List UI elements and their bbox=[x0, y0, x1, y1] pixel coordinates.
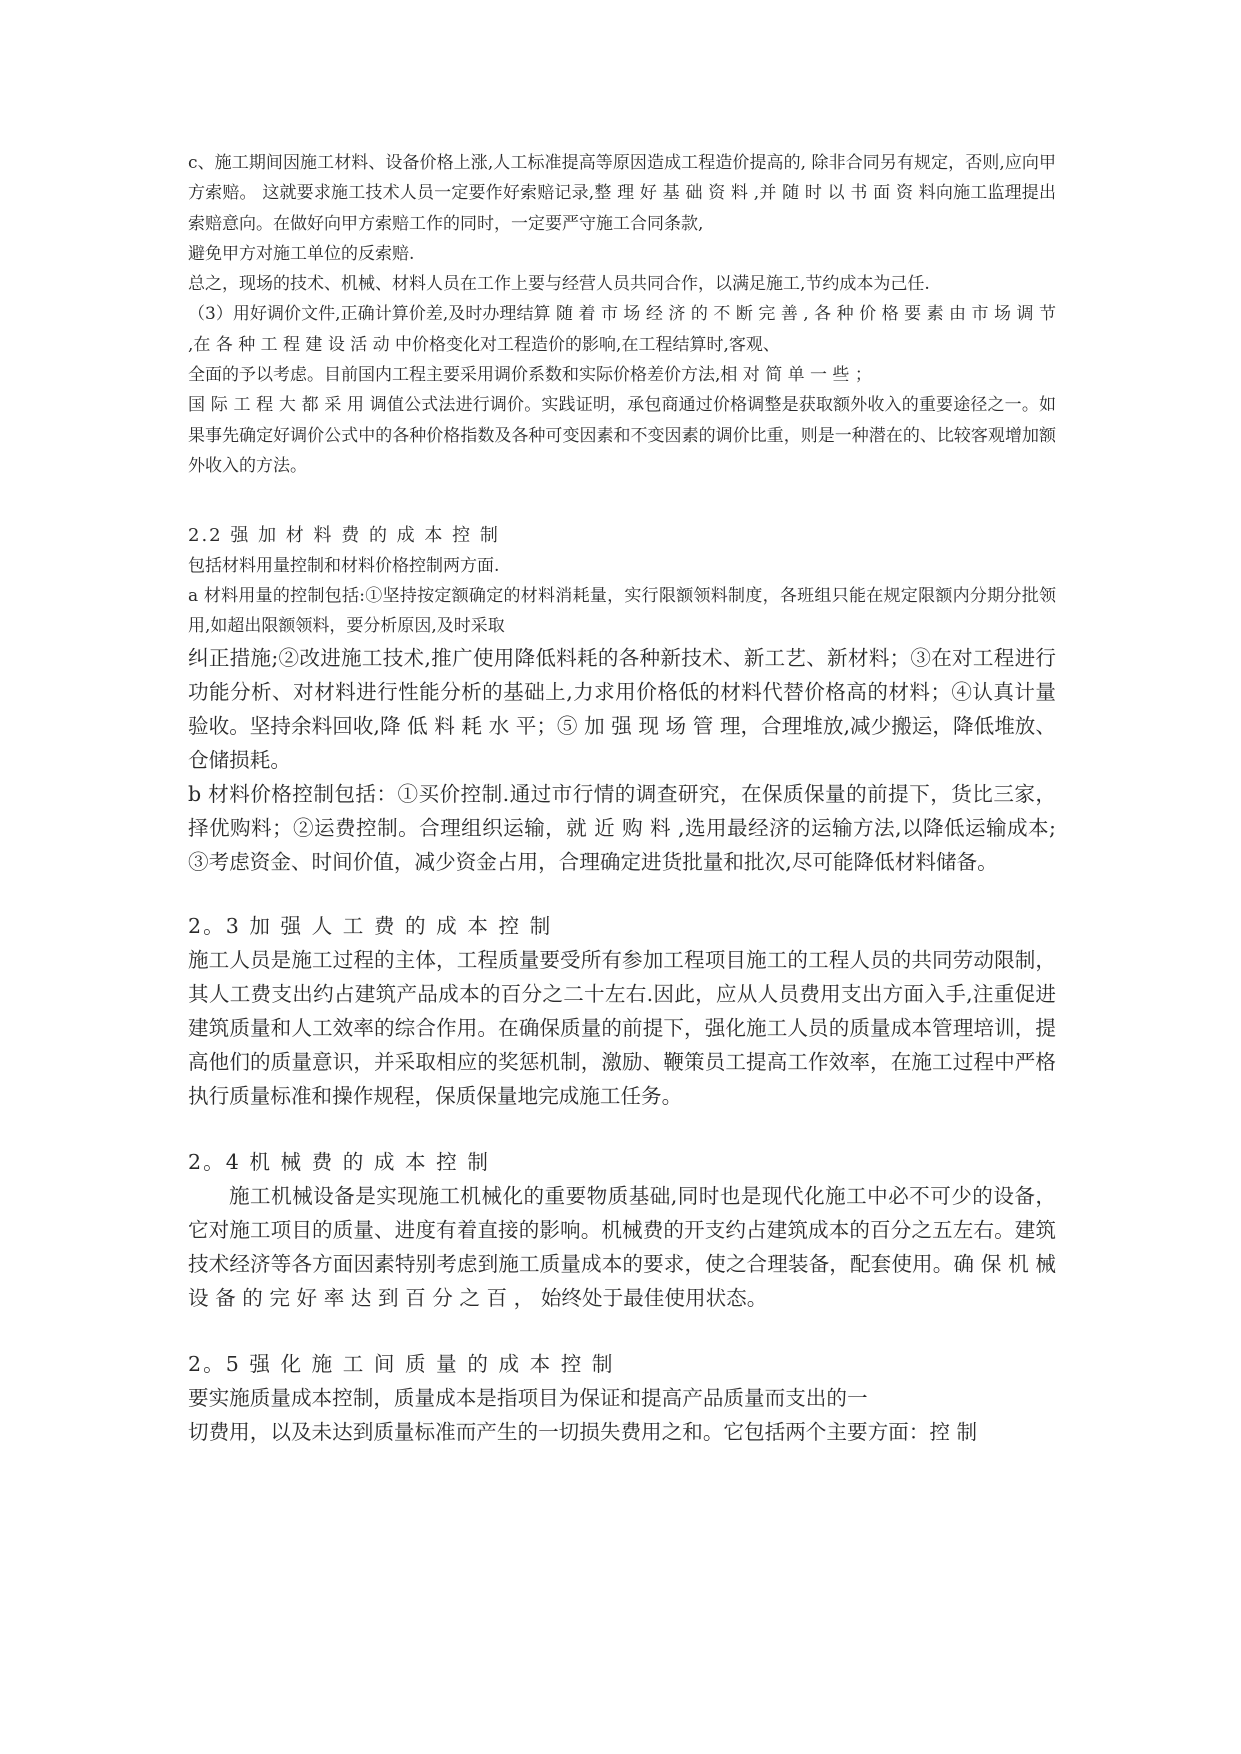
section-2-2-intro: 包括材料用量控制和材料价格控制两方面. bbox=[188, 556, 500, 577]
section-2-3-heading: 2。3 加 强 人 工 费 的 成 本 控 制 bbox=[188, 914, 553, 939]
section-2-2 bbox=[188, 521, 1056, 879]
section-gap bbox=[188, 879, 1056, 909]
material-quantity-control: a 材料用量的控制包括:①坚持按定额确定的材料消耗量，实行限额领料制度，各班组只能在规定限额内分期分批领用,如超出限额领料，要分析原因,及时采取 bbox=[188, 586, 1056, 637]
section-2-5-heading: 2。5 强 化 施 工 间 质 量 的 成 本 控 制 bbox=[188, 1352, 615, 1377]
material-quantity-measures: 纠正措施;②改进施工技术,推广使用降低料耗的各种新技术、新工艺、新材料；③在对工程进行功能分析、对材料进行性能分析的基础上,力求用价格低的材料代替价格高的材料；④认真计量验收。坚持余料回收,降 低 料 耗 水 平；⑤ 加 强 现 场 管 理，合理堆放,减少搬运，降低堆放、仓储损耗。 bbox=[188, 646, 1056, 773]
section-2-4-heading: 2。4 机 械 费 的 成 本 控 制 bbox=[188, 1150, 490, 1175]
labor-cost-control-text: 施工人员是施工过程的主体，工程质量要受所有参加工程项目施工的工程人员的共同劳动限制，其人工费支出约占建筑产品成本的百分之二十左右.因此，应从人员费用支出方面入手,注重促进建筑质量和人工效率的综合作用。在确保质量的前提下，强化施工人员的质量成本管理培训，提高他们的质量意识，并采取相应的奖惩机制，激励、鞭策员工提高工作效率，在施工过程中严格执行质量标准和操作规程，保质保量地完成施工任务。 bbox=[188, 948, 1056, 1109]
section-2-2-heading: 2.2 强 加 材 料 费 的 成 本 控 制 bbox=[188, 525, 500, 547]
paragraph-summary: 总之，现场的技术、机械、材料人员在工作上要与经营人员共同合作，以满足施工,节约成本为己任. bbox=[188, 274, 930, 295]
material-price-control: b 材料价格控制包括：①买价控制.通过市行情的调查研究，在保质保量的前提下，货比三家，择优购料；②运费控制。合理组织运输，就 近 购 料 ,选用最经济的运输方法,以降低运输成本;③考虑资金、时间价值，减少资金占用，合理确定进货批量和批次,尽可能降低材料储备。 bbox=[188, 782, 1056, 875]
paragraph-counter-claims: 避免甲方对施工单位的反索赔. bbox=[188, 243, 415, 264]
section-gap bbox=[188, 1315, 1056, 1347]
paragraph-price-adjustment: （3）用好调价文件,正确计算价差,及时办理结算 随 着 市 场 经 济 的 不 断 完 善 , 各 种 价 格 要 素 由 市 场 调 节 ,在 各 种 工 程 建 设 活 动 中价格变化对工程造价的影响,在工程结算时,客观、 bbox=[188, 304, 1056, 355]
section-2-4 bbox=[188, 1145, 1056, 1315]
paragraph-international-methods: 国 际 工 程 大 都 采 用 调值公式法进行调价。实践证明，承包商通过价格调整是获取额外收入的重要途径之一。如果事先确定好调价公式中的各种价格指数及各种可变因素和不变因素的调价比重，则是一种潜在的、比较客观增加额外收入的方法。 bbox=[188, 395, 1056, 476]
section-2-3 bbox=[188, 909, 1056, 1113]
document-page bbox=[188, 148, 1056, 1449]
quality-cost-control-intro: 要实施质量成本控制，质量成本是指项目为保证和提高产品质量而支出的一 bbox=[188, 1386, 868, 1411]
paragraph-domestic-methods: 全面的予以考虑。目前国内工程主要采用调价系数和实际价格差价方法,相 对 简 单 一 些 ； bbox=[188, 365, 872, 386]
section-gap bbox=[188, 481, 1056, 521]
machinery-cost-control-text: 施工机械设备是实现施工机械化的重要物质基础,同时也是现代化施工中必不可少的设备，它对施工项目的质量、进度有着直接的影响。机械费的开支约占建筑成本的百分之五左右。建筑技术经济等各方面因素特别考虑到施工质量成本的要求，使之合理装备，配套使用。确 保 机 械 设 备 的 完 好 率 达 到 百 分 之 百 ， 始终处于最佳使用状态。 bbox=[188, 1184, 1056, 1311]
quality-cost-control-definition: 切费用，以及未达到质量标准而产生的一切损失费用之和。它包括两个主要方面：控 制 bbox=[188, 1420, 978, 1445]
section-gap bbox=[188, 1113, 1056, 1145]
claims-and-price-adjustment-block bbox=[188, 148, 1056, 481]
paragraph-claims: c、施工期间因施工材料、设备价格上涨,人工标准提高等原因造成工程造价提高的, 除非合同另有规定，否则,应向甲方索赔。 这就要求施工技术人员一定要作好索赔记录,整 理 好 基 础 资 料 ,并 随 时 以 书 面 资 料向施工监理提出索赔意向。在做好向甲方索赔工作的同时，一定要严守施工合同条款, bbox=[188, 153, 1056, 234]
section-2-5 bbox=[188, 1347, 1056, 1449]
